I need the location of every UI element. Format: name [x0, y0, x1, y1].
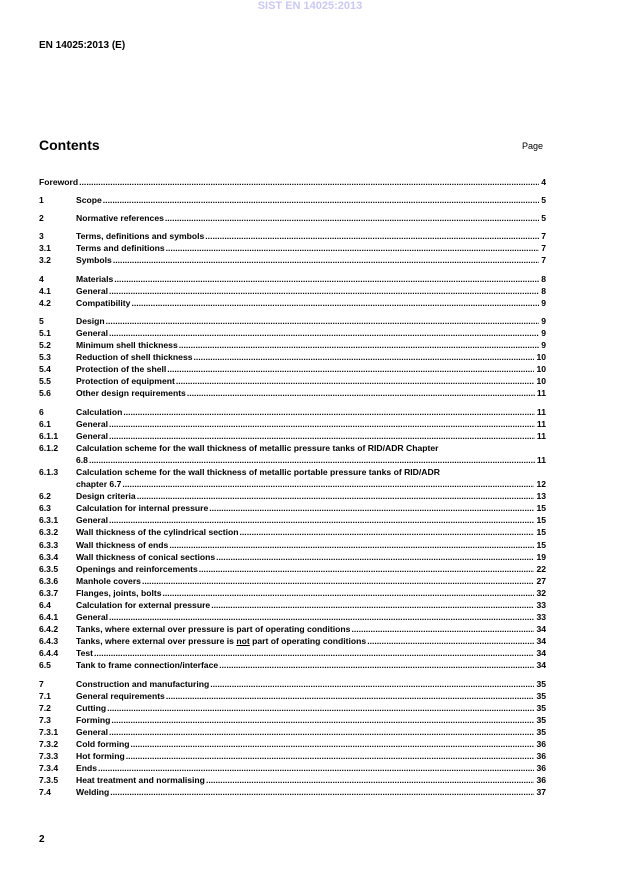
- toc-entry-page: 13: [536, 491, 546, 502]
- toc-entry-page: 15: [536, 503, 546, 514]
- document-id: EN 14025:2013 (E): [39, 40, 126, 51]
- toc-entry-number: 4.2: [39, 297, 51, 308]
- toc-entry[interactable]: [39, 194, 546, 206]
- toc-entry-title-text: part of operating conditions: [249, 636, 367, 647]
- toc-entry[interactable]: [39, 375, 546, 387]
- toc-entry-title: [76, 526, 239, 538]
- toc-entry-title: [76, 387, 186, 399]
- toc-entry-title-text: Terms, definitions and symbols: [76, 231, 205, 242]
- toc-entry-title: [76, 611, 108, 623]
- toc-entry-title: [76, 702, 106, 714]
- toc-entry-title-text: Materials: [76, 273, 114, 284]
- toc-entry-number: 6.3.7: [39, 587, 59, 598]
- dot-leader: [122, 406, 535, 418]
- toc-entry-number: 6.1.2: [39, 442, 59, 453]
- toc-entry-title-text: Test: [76, 648, 94, 659]
- toc-entry-title-text: Normative references: [76, 213, 164, 224]
- toc-entry[interactable]: [39, 690, 546, 702]
- toc-entry-page: 36: [536, 763, 546, 774]
- toc-entry[interactable]: [39, 254, 546, 266]
- toc-entry-title: [76, 230, 204, 242]
- toc-entry-number: 5.4: [39, 364, 51, 375]
- toc-entry-title-text: General: [76, 327, 109, 338]
- toc-entry-number: 6: [39, 406, 44, 417]
- toc-entry-number: 6.3.2: [39, 527, 59, 538]
- toc-entry-title: [76, 714, 110, 726]
- toc-entry-number-spacer: [39, 454, 76, 466]
- dot-leader: [198, 563, 535, 575]
- toc-entry[interactable]: [39, 285, 546, 297]
- toc-entry-page: 11: [536, 406, 546, 417]
- toc-entry-title-text: Calculation for external pressure: [76, 600, 211, 610]
- toc-entry[interactable]: [39, 678, 546, 690]
- toc-entry-page: 11: [536, 430, 546, 441]
- toc-entry-number: 7.3.3: [39, 751, 59, 762]
- toc-entry-title-text: Hot forming: [76, 751, 125, 762]
- toc-entry-number: 6.3.5: [39, 563, 59, 574]
- toc-entry-title: [76, 339, 178, 351]
- toc-entry[interactable]: [39, 702, 546, 714]
- toc-entry-title: [76, 563, 198, 575]
- toc-entry-title-text: Wall thickness of the cylindrical section: [76, 527, 239, 538]
- toc-entry[interactable]: [39, 762, 546, 774]
- toc-entry-title: [76, 659, 218, 671]
- toc-entry-title: [76, 418, 108, 430]
- toc-entry-title-text: Calculation for internal pressure: [76, 503, 209, 514]
- toc-entry-title: [76, 490, 136, 502]
- toc-entry-title: [76, 575, 141, 587]
- toc-entry-title-text: Openings and reinforcements: [76, 563, 198, 574]
- toc-entry-title: [76, 285, 108, 297]
- toc-group: [39, 273, 546, 309]
- toc-entry[interactable]: [39, 599, 546, 611]
- toc-entry-title: [76, 212, 164, 224]
- toc-entry-page: 32: [536, 587, 546, 598]
- dot-leader: [108, 430, 535, 442]
- toc-entry-number: 7.3: [39, 714, 51, 725]
- toc-entry[interactable]: [39, 611, 546, 623]
- dot-leader: [108, 327, 539, 339]
- toc-entry-title-text: Flanges, joints, bolts: [76, 587, 162, 598]
- toc-entry-page: 34: [536, 636, 546, 647]
- dot-leader: [186, 387, 535, 399]
- toc-entry-number: 7.3.5: [39, 775, 59, 786]
- dot-leader: [168, 539, 534, 551]
- toc-group: [39, 678, 546, 799]
- toc-entry[interactable]: [39, 418, 546, 430]
- toc-entry[interactable]: [39, 351, 546, 363]
- dot-leader: [105, 315, 540, 327]
- toc-entry-title-text: General: [76, 726, 109, 737]
- toc-entry-number: 7.3.2: [39, 739, 59, 750]
- toc-entry-title-text: Minimum shell thickness: [76, 340, 178, 351]
- toc-entry[interactable]: [39, 623, 546, 635]
- toc-entry-number: 4: [39, 273, 44, 284]
- toc-entry-title: [76, 254, 112, 266]
- toc-entry-page: 10: [536, 352, 546, 363]
- dot-leader: [106, 702, 534, 714]
- toc-entry-title-text: Calculation: [76, 406, 123, 417]
- toc-entry-title: [76, 786, 109, 798]
- toc-entry-number: 6.3.1: [39, 515, 59, 526]
- toc-entry-title-text: Cutting: [76, 702, 107, 713]
- toc-entry-title: [76, 363, 166, 375]
- toc-entry-page: 36: [536, 739, 546, 750]
- toc-entry[interactable]: [39, 587, 546, 599]
- toc-entry-page: 36: [536, 751, 546, 762]
- dot-leader: [125, 750, 535, 762]
- toc-entry-page: 15: [536, 515, 546, 526]
- toc-entry-title: [76, 430, 108, 442]
- toc-entry-title-text: Protection of the shell: [76, 364, 167, 375]
- toc-entry-continuation[interactable]: [39, 454, 546, 466]
- toc-entry-title: 6.8: [76, 454, 88, 465]
- toc-entry[interactable]: [39, 635, 546, 647]
- toc-entry-number: 6.4.1: [39, 612, 59, 623]
- dot-leader: [97, 762, 534, 774]
- toc-entry-title: [76, 442, 438, 454]
- toc-entry-title-text: Wall thickness of conical sections: [76, 551, 216, 562]
- toc-entry-title: [76, 351, 193, 363]
- toc-entry-number: 6.5: [39, 660, 51, 671]
- toc-entry-title: [76, 599, 210, 611]
- toc-entry-number: 5.1: [39, 327, 51, 338]
- toc-entry-title: [76, 327, 108, 339]
- toc-entry-number: 2: [39, 213, 44, 224]
- dot-leader: [366, 635, 534, 647]
- toc-entry-number: 6.4: [39, 600, 51, 610]
- toc-entry-title-underlined: not: [236, 636, 250, 647]
- dot-leader: [205, 774, 535, 786]
- toc-entry-title: [76, 375, 175, 387]
- toc-group: [39, 176, 546, 188]
- toc-entry[interactable]: [39, 430, 546, 442]
- toc-entry[interactable]: [39, 738, 546, 750]
- toc-entry-title-text: Other design requirements: [76, 388, 186, 399]
- toc-entry[interactable]: [39, 490, 546, 502]
- toc-entry-title-text: Design: [76, 315, 105, 326]
- toc-entry-number: 7.3.1: [39, 726, 59, 737]
- dot-leader: [165, 242, 540, 254]
- toc-entry-title: [76, 502, 208, 514]
- toc-entry-title: [76, 406, 122, 418]
- toc-entry-number: 6.4.3: [39, 636, 59, 647]
- toc-entry-page: 37: [536, 787, 546, 798]
- toc-entry-title: [76, 194, 102, 206]
- dot-leader: [161, 587, 534, 599]
- toc-entry-number-spacer: [39, 478, 76, 490]
- toc-entry[interactable]: [39, 176, 546, 188]
- dot-leader: [129, 738, 534, 750]
- toc-entry-title-text: Ends: [76, 763, 98, 774]
- toc-entry[interactable]: [39, 502, 546, 514]
- dot-leader: [136, 490, 535, 502]
- dot-leader: [121, 478, 534, 490]
- toc-entry[interactable]: [39, 406, 546, 418]
- toc-entry-number: 3.1: [39, 243, 51, 254]
- toc-entry-page: 15: [536, 527, 546, 538]
- toc-entry[interactable]: [39, 466, 546, 478]
- toc-entry-page: 36: [536, 775, 546, 786]
- dot-leader: [130, 297, 539, 309]
- toc-entry-page: 11: [536, 418, 546, 429]
- toc-entry-page: 35: [536, 690, 546, 701]
- toc-entry-title: [76, 750, 125, 762]
- toc-entry-page: 34: [536, 648, 546, 659]
- toc-entry[interactable]: [39, 442, 546, 454]
- toc-entry-title: [76, 466, 440, 478]
- dot-leader: [108, 514, 534, 526]
- dot-leader: [215, 551, 534, 563]
- toc-entry-title: [76, 774, 205, 786]
- toc-entry-page: 12: [536, 479, 546, 490]
- toc-entry-title: [76, 514, 108, 526]
- toc-group: [39, 212, 546, 224]
- toc-entry-page: 15: [536, 539, 546, 550]
- dot-leader: [113, 273, 539, 285]
- toc-entry-title: [76, 647, 93, 659]
- toc-entry-number: 6.4.4: [39, 648, 59, 659]
- dot-leader: [93, 647, 534, 659]
- toc-entry-page: 33: [536, 600, 546, 610]
- toc-entry-page: 9: [541, 315, 546, 326]
- toc-entry-page: 35: [536, 678, 546, 689]
- toc-entry-title-text: Protection of equipment: [76, 376, 175, 387]
- toc-entry-title: [76, 635, 366, 647]
- toc-entry-title-text: General: [76, 418, 109, 429]
- toc-entry[interactable]: [39, 297, 546, 309]
- toc-group: [39, 230, 546, 266]
- toc-entry-title: [76, 623, 350, 635]
- dot-leader: [178, 339, 539, 351]
- toc-entry-title: [76, 587, 161, 599]
- toc-entry-title-text: General requirements: [76, 690, 165, 701]
- toc-entry[interactable]: [39, 514, 546, 526]
- toc-entry-number: 4.1: [39, 285, 51, 296]
- dot-leader: [350, 623, 534, 635]
- toc-entry-title-text: Tank to frame connection/interface: [76, 660, 219, 671]
- toc-entry[interactable]: [39, 551, 546, 563]
- toc-entry-title-text: Compatibility: [76, 297, 131, 308]
- toc-entry-title-text: Calculation scheme for the wall thickness of metallic pressure tanks of RID/ADR Chapter: [76, 442, 439, 453]
- toc-entry-page: 10: [536, 376, 546, 387]
- toc-entry-number: 6.3.3: [39, 539, 59, 550]
- toc-entry-page: 35: [536, 714, 546, 725]
- toc-entry-title-text: Calculation scheme for the wall thickness of metallic portable pressure tanks of RID/ADR: [76, 466, 440, 477]
- toc-entry-title-text: Wall thickness of ends: [76, 539, 169, 550]
- dot-leader: [109, 786, 534, 798]
- watermark: SIST EN 14025:2013: [257, 0, 363, 12]
- toc-entry-title-text: Design criteria: [76, 491, 136, 502]
- toc-entry[interactable]: [39, 726, 546, 738]
- toc-entry-title-text: General: [76, 515, 109, 526]
- toc-entry-page: 11: [536, 388, 546, 399]
- toc-entry-title-text: Scope: [76, 195, 102, 206]
- toc-entry-page: 5: [541, 195, 546, 206]
- toc-entry[interactable]: [39, 212, 546, 224]
- toc-entry-title-text: Terms and definitions: [76, 243, 165, 254]
- toc-entry-number: 6.3: [39, 503, 51, 514]
- toc-entry-page: 19: [536, 551, 546, 562]
- dot-leader: [78, 176, 539, 188]
- toc-entry[interactable]: [39, 315, 546, 327]
- toc-entry-page: 34: [536, 660, 546, 671]
- dot-leader: [193, 351, 535, 363]
- toc-entry-number: 6.4.2: [39, 624, 59, 635]
- toc-entry[interactable]: [39, 774, 546, 786]
- toc-entry-page: 9: [541, 327, 546, 338]
- toc-entry-page: 10: [536, 364, 546, 375]
- toc-entry-title-text: Construction and manufacturing: [76, 678, 210, 689]
- toc-entry-page: 7: [541, 231, 546, 242]
- toc-entry-title-text: General: [76, 285, 109, 296]
- toc-entry-page: 35: [536, 726, 546, 737]
- toc-entry-title: Foreword: [39, 177, 79, 187]
- page-title: Contents: [39, 137, 100, 153]
- toc-entry-title-text: Manhole covers: [76, 575, 141, 586]
- toc-entry-number: 6.1.3: [39, 466, 59, 477]
- toc-entry[interactable]: [39, 563, 546, 575]
- toc-entry-page: 35: [536, 702, 546, 713]
- toc-entry-number: 5.6: [39, 388, 51, 399]
- toc-entry-number: 5.2: [39, 340, 51, 351]
- toc-entry-number: 6.3.4: [39, 551, 59, 562]
- dot-leader: [165, 690, 535, 702]
- toc-entry[interactable]: [39, 659, 546, 671]
- toc-entry-page: 9: [541, 297, 546, 308]
- toc-entry[interactable]: [39, 273, 546, 285]
- toc-entry-title: [76, 273, 113, 285]
- toc-entry-number: 6.1: [39, 418, 51, 429]
- toc-entry-number: 3.2: [39, 255, 51, 266]
- toc-entry-number: 7.2: [39, 702, 51, 713]
- dot-leader: [208, 502, 534, 514]
- toc-entry-title-text: Welding: [76, 787, 110, 798]
- toc-entry[interactable]: [39, 230, 546, 242]
- dot-leader: [112, 254, 539, 266]
- toc-entry-page: 7: [541, 255, 546, 266]
- toc-entry-title: [76, 738, 129, 750]
- toc-entry-page: 33: [536, 612, 546, 623]
- toc-entry-title-text: Tanks, where external over pressure is: [76, 636, 237, 647]
- toc-entry-page: 27: [536, 575, 546, 586]
- toc-entry-title: chapter 6.7: [76, 479, 122, 490]
- toc-entry-title-text: Tanks, where external over pressure is part of operating conditions: [76, 624, 351, 635]
- toc-entry-number: 3: [39, 231, 44, 242]
- toc-entry-number: 6.2: [39, 491, 51, 502]
- toc-entry-page: 8: [541, 273, 546, 284]
- toc-entry-title-text: Forming: [76, 714, 111, 725]
- toc-entry-title-text: General: [76, 430, 109, 441]
- toc-entry[interactable]: [39, 786, 546, 798]
- toc-entry-number: 7.4: [39, 787, 51, 798]
- toc-entry-number: 1: [39, 195, 44, 206]
- toc-entry-title: [76, 762, 97, 774]
- dot-leader: [166, 363, 534, 375]
- toc-entry-page: 11: [536, 454, 546, 465]
- toc-entry-number: 5.5: [39, 376, 51, 387]
- toc-entry-page: 7: [541, 243, 546, 254]
- dot-leader: [164, 212, 539, 224]
- dot-leader: [108, 726, 534, 738]
- toc-entry-number: 7.1: [39, 690, 51, 701]
- toc-entry-continuation[interactable]: [39, 478, 546, 490]
- dot-leader: [239, 526, 535, 538]
- toc-entry-page: 8: [541, 285, 546, 296]
- toc-entry-number: 7.3.4: [39, 763, 59, 774]
- toc-entry-title: [76, 539, 168, 551]
- dot-leader: [209, 678, 534, 690]
- toc-entry-page: 4: [541, 177, 546, 187]
- toc-entry-title: [76, 297, 130, 309]
- toc-entry-title: [76, 315, 105, 327]
- table-of-contents: [39, 176, 546, 799]
- dot-leader: [110, 714, 534, 726]
- toc-entry-page: 9: [541, 340, 546, 351]
- toc-entry[interactable]: [39, 339, 546, 351]
- dot-leader: [88, 454, 535, 466]
- toc-entry[interactable]: [39, 647, 546, 659]
- toc-entry-page: 5: [541, 213, 546, 224]
- toc-entry[interactable]: [39, 242, 546, 254]
- toc-group: [39, 194, 546, 206]
- toc-entry[interactable]: [39, 526, 546, 538]
- toc-entry-title: [76, 690, 165, 702]
- toc-entry-number: 5.3: [39, 352, 51, 363]
- dot-leader: [108, 611, 534, 623]
- dot-leader: [175, 375, 535, 387]
- page-column-label: Page: [522, 141, 544, 151]
- toc-entry-title-text: Symbols: [76, 255, 112, 266]
- toc-entry[interactable]: [39, 327, 546, 339]
- toc-entry-number: 6.3.6: [39, 575, 59, 586]
- dot-leader: [218, 659, 534, 671]
- toc-group: [39, 406, 546, 672]
- dot-leader: [102, 194, 539, 206]
- toc-entry[interactable]: [39, 714, 546, 726]
- toc-entry-title: [76, 678, 209, 690]
- toc-entry[interactable]: [39, 575, 546, 587]
- toc-entry-title: [76, 726, 108, 738]
- toc-entry-number: 5: [39, 315, 44, 326]
- toc-group: [39, 315, 546, 400]
- toc-entry[interactable]: [39, 363, 546, 375]
- toc-entry-title-text: Heat treatment and normalising: [76, 775, 205, 786]
- toc-entry-title-text: Reduction of shell thickness: [76, 352, 193, 363]
- toc-entry-page: 34: [536, 624, 546, 635]
- toc-entry-title: [76, 551, 215, 563]
- toc-entry-number: 6.1.1: [39, 430, 59, 441]
- page-number: 2: [39, 834, 45, 845]
- dot-leader: [108, 285, 539, 297]
- dot-leader: [204, 230, 539, 242]
- dot-leader: [108, 418, 535, 430]
- toc-entry[interactable]: [39, 750, 546, 762]
- toc-entry-page: 22: [536, 563, 546, 574]
- toc-entry[interactable]: [39, 387, 546, 399]
- toc-entry-title-text: Cold forming: [76, 739, 130, 750]
- toc-entry-number: 7: [39, 678, 44, 689]
- toc-entry-title: [76, 242, 165, 254]
- dot-leader: [210, 599, 534, 611]
- dot-leader: [141, 575, 534, 587]
- toc-entry-title-text: General: [76, 612, 109, 623]
- toc-entry[interactable]: [39, 539, 546, 551]
